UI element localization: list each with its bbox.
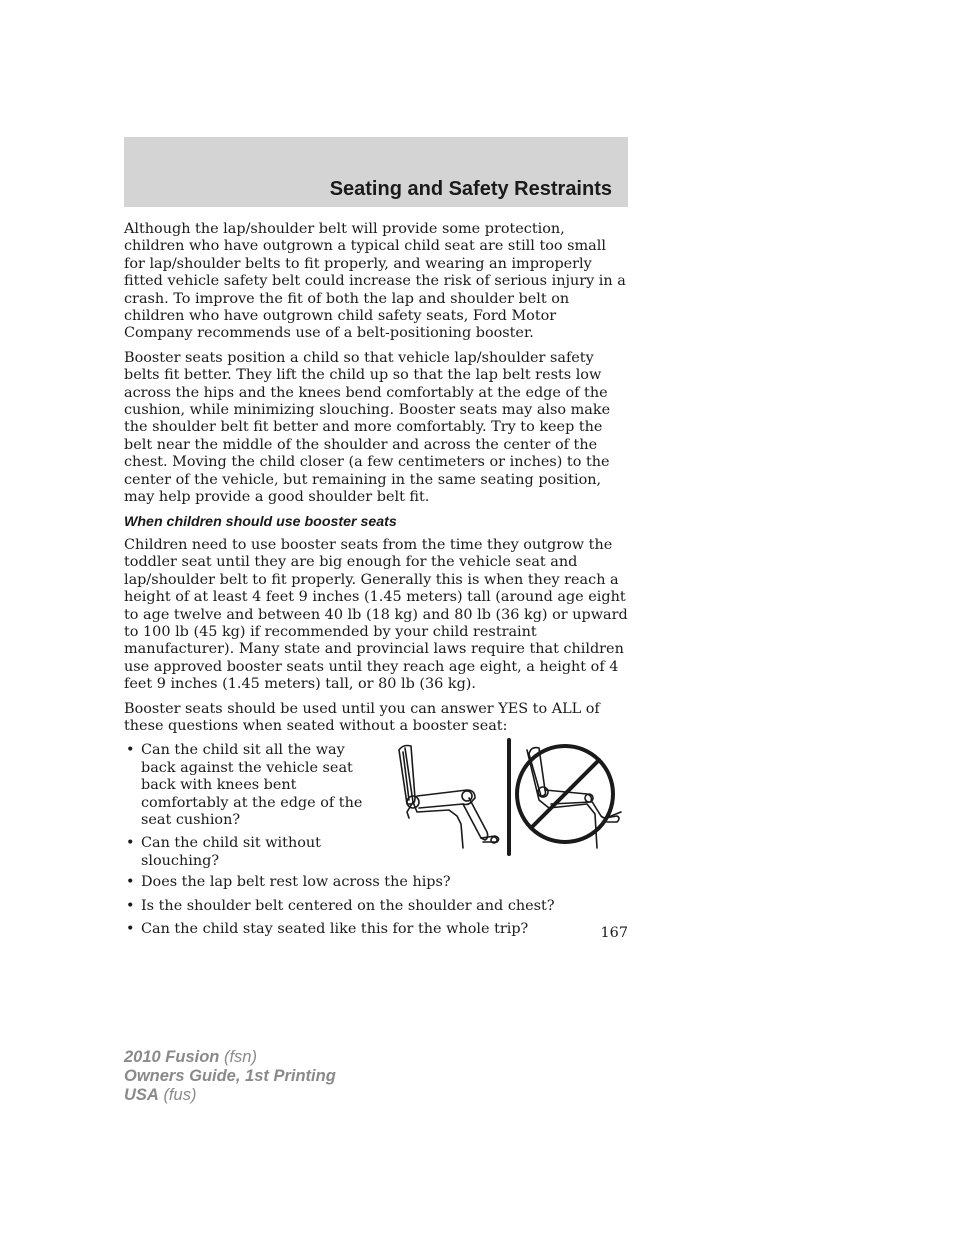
header-band [124, 137, 628, 207]
intro-paragraph: Although the lap/shoulder belt will provide some protection, children who have outgrown a typical child seat are still too small for lap/shoulder belts to fit properly, and wearing an improperly fitted vehicle safety belt could increase the risk of serious injury in a crash. To improve the fit of both the lap and shoulder belt on children who have outgrown child safety seats, Ford Motor Company recommends use of a belt-positioning booster. [124, 221, 626, 342]
page-number: 167 [600, 925, 628, 941]
list-item: • Can the child sit all the way back against the vehicle seat back with knees bent comfortably at the edge of the seat cushion? [124, 742, 376, 829]
footer-guide: Owners Guide, 1st Printing [124, 1067, 336, 1085]
footer [124, 1048, 336, 1105]
footer-line-1 [124, 1048, 336, 1067]
footer-market-code: (fus) [163, 1086, 197, 1104]
footer-model-code: (fsn) [223, 1048, 257, 1066]
bullets-with-illustration [124, 742, 629, 874]
section-paragraph: Children need to use booster seats from the time they outgrow the toddler seat until they are big enough for the vehicle seat and lap/shoulder belt to fit properly. Generally this is when they reach a height of at least 4 feet 9 inches (1.45 meters) tall (around age eight to age twelve and between 40 lb (18 kg) and 80 lb (36 kg) or upward to 100 lb (45 kg) if recommended by your child restraint manufacturer). Many state and provincial laws require that children use approved booster seats until they reach age eight, a height of 4 feet 9 inches (1.45 meters) tall, or 80 lb (36 kg). [124, 536, 628, 693]
list-item: • Is the shoulder belt centered on the shoulder and chest? [124, 898, 629, 915]
footer-market: USA [124, 1086, 159, 1104]
footer-line-3 [124, 1086, 336, 1105]
footer-line-2 [124, 1067, 336, 1086]
booster-paragraph: Booster seats position a child so that vehicle lap/shoulder safety belts fit better. They lift the child up so that the lap belt rests low across the hips and the knees bend comfortably at the edge of the cushion, while minimizing slouching. Booster seats may also make the shoulder belt fit better and more comfortably. Try to keep the belt near the middle of the shoulder and across the center of the chest. Moving the child closer (a few centimeters or inches) to the center of the vehicle, but remaining in the same seating position, may help provide a good shoulder belt fit. [124, 349, 611, 506]
list-item: • Can the child sit without slouching? [124, 835, 376, 870]
section-heading: When children should use booster seats [124, 513, 397, 530]
list-item: • Can the child stay seated like this for the whole trip? [124, 921, 629, 938]
main-content [124, 221, 629, 945]
list-item: • Does the lap belt rest low across the hips? [124, 874, 629, 891]
booster-seat-illustration [391, 738, 631, 856]
correct-posture-icon [399, 746, 499, 849]
question-list [124, 874, 629, 938]
footer-model: 2010 Fusion [124, 1048, 220, 1066]
section-paragraph: Booster seats should be used until you can answer YES to ALL of these questions when seated without a booster seat: [124, 700, 600, 734]
incorrect-posture-icon [527, 748, 621, 848]
page-title: Seating and Safety Restraints [329, 178, 612, 200]
